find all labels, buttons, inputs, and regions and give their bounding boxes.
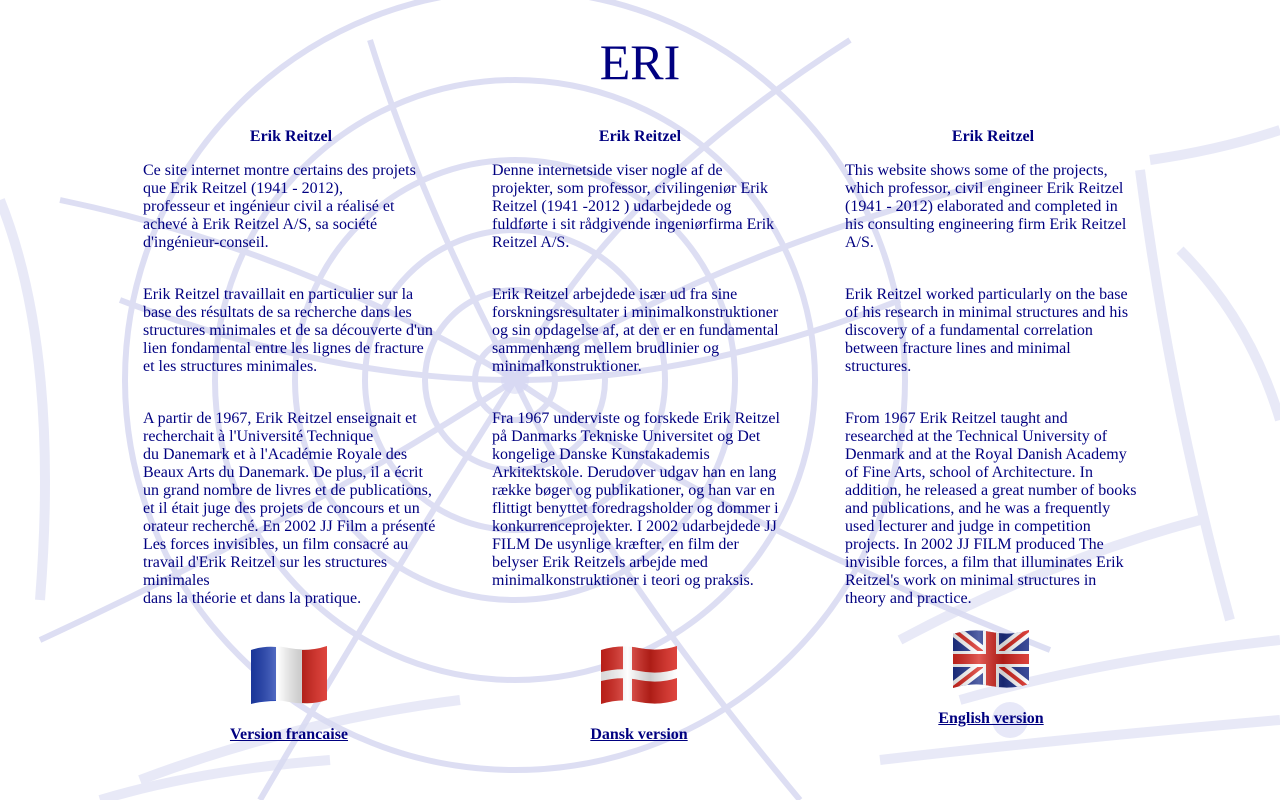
site-title: ERI (599, 34, 681, 90)
column-french (143, 128, 439, 642)
research-paragraph: Erik Reitzel travaillait en particulier sur la base des résultats de sa recherche dans les structures minimales et de sa découverte d'un lien fondamental entre les lignes de fracture et les structures minimales. (143, 286, 433, 375)
danish-version-link[interactable]: Dansk version (590, 726, 688, 743)
career-paragraph: A partir de 1967, Erik Reitzel enseignait et recherchait à l'Université Technique du Danemark et à l'Académie Royale des Beaux Arts du Danemark. De plus, il a écrit un grand nombre de livres et de publications, et il était juge des projets de concours et un orateur recherché. En 2002 JJ Film a présenté Les forces invisibles, un film consacré au travail d'Erik Reitzel sur les structures minimales dans la théorie et dans la pratique. (143, 410, 436, 607)
intro-paragraph: Denne internetside viser nogle af de projekter, som professor, civilingeniør Erik Reitzel (1941 -2012 ) udarbejdede og fuldførte i sit rådgivende ingeniørfirma Erik Reitzel A/S. (492, 162, 775, 251)
union-jack-flag-icon[interactable] (951, 628, 1031, 690)
research-paragraph: Erik Reitzel arbejdede især ud fra sine forskningsresultater i minimalkonstruktioner og sin opdagelse af, at der er en fundamental sammenhæng mellem brudlinier og minimalkonstruktioner. (492, 286, 779, 375)
french-version-link[interactable]: Version francaise (229, 726, 349, 743)
intro-paragraph: Ce site internet montre certains des projets que Erik Reitzel (1941 - 2012), professeur et ingénieur civil a réalisé et achevé à Erik Reitzel A/S, sa société d'ingénieur-conseil. (143, 162, 416, 251)
column-english (845, 128, 1141, 642)
english-version-link[interactable]: English version (938, 710, 1044, 727)
french-flag-icon[interactable] (249, 644, 329, 706)
intro-paragraph: This website shows some of the projects, which professor, civil engineer Erik Reitzel (1941 - 2012) elaborated and completed in his consulting engineering firm Erik Reitzel A/S. (845, 162, 1127, 251)
column-heading: Erik Reitzel (598, 128, 682, 145)
column-heading: Erik Reitzel (249, 128, 333, 145)
column-heading: Erik Reitzel (951, 128, 1035, 145)
career-paragraph: From 1967 Erik Reitzel taught and researched at the Technical University of Denmark and at the Royal Danish Academy of Fine Arts, school of Architecture. In addition, he released a great number of books and publications, and he was a frequently used lecturer and judge in competition projects. In 2002 JJ FILM produced The invisible forces, a film that illuminates Erik Reitzel's work on minimal structures in theory and practice. (845, 410, 1137, 607)
danish-version-block (491, 644, 787, 744)
english-version-block (843, 628, 1139, 728)
french-version-block (141, 644, 437, 744)
career-paragraph: Fra 1967 underviste og forskede Erik Reitzel på Danmarks Tekniske Universitet og Det kongelige Danske Kunstakademis Arkitektskole. Derudover udgav han en lang række bøger og publikationer, og han var en flittigt benyttet foredragsholder og dommer i konkurrenceprojekter. I 2002 udarbejdede JJ FILM De usynlige kræfter, en film der belyser Erik Reitzels arbejde med minimalkonstruktioner i teori og praksis. (492, 410, 780, 589)
danish-flag-icon[interactable] (599, 644, 679, 706)
research-paragraph: Erik Reitzel worked particularly on the base of his research in minimal structures and his discovery of a fundamental correlation between fracture lines and minimal structures. (845, 286, 1129, 375)
column-danish (492, 128, 788, 624)
